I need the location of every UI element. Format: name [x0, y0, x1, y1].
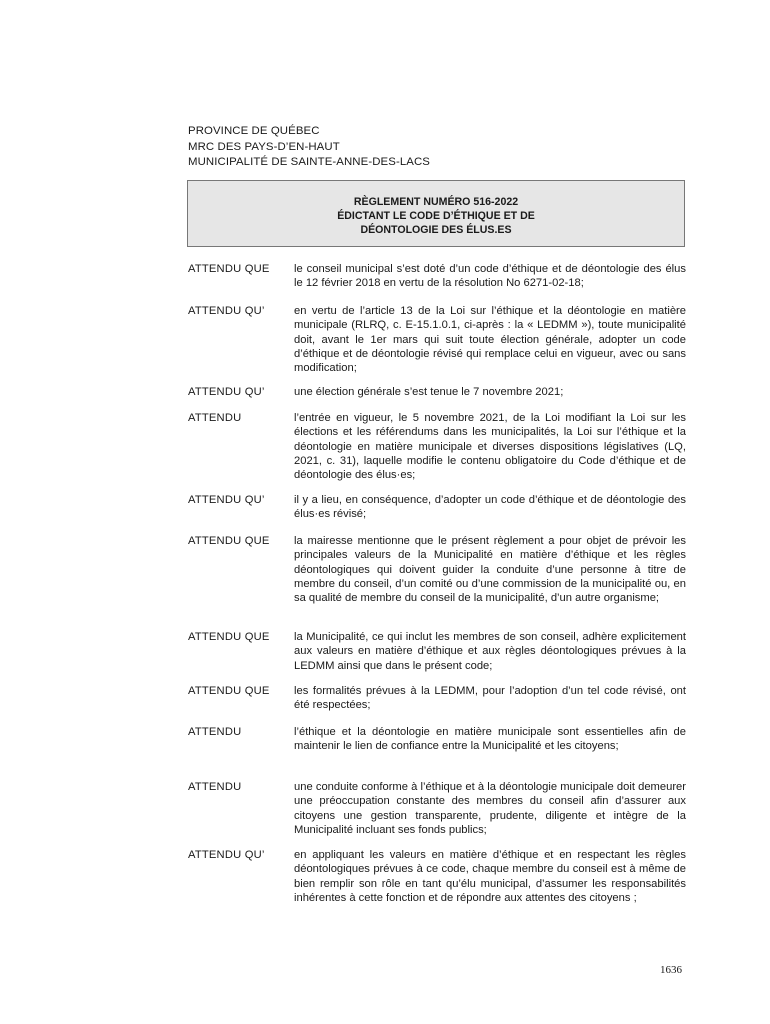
clause-label: ATTENDU QU’: [188, 386, 265, 398]
province-line: PROVINCE DE QUÉBEC: [188, 125, 320, 137]
clause-text: en vertu de l’article 13 de la Loi sur l’éthique et la déontologie en matière municipale (RLRQ, c. E-15.1.0.1, ci-après : la « LEDMM »), toute municipalité doit, avant le 1er mars qui suit toute élection générale, adopter un code d’éthique et de déontologie révisé qui remplace celui en vigueur, avec ou sans modification;: [294, 305, 686, 375]
clause-text: il y a lieu, en conséquence, d’adopter un code d’éthique et de déontologie des élus·es révisé;: [294, 494, 686, 521]
clause-label: ATTENDU: [188, 726, 242, 738]
clause-text: une conduite conforme à l’éthique et à la déontologie municipale doit demeurer une préoccupation constante des membres du conseil afin d’assurer aux citoyens une gestion transparente, prudente, diligente et intègre de la Municipalité incluant ses fonds publics;: [294, 781, 686, 836]
clause-text: l’éthique et la déontologie en matière municipale sont essentielles afin de maintenir le lien de confiance entre la Municipalité et les citoyens;: [294, 726, 686, 753]
bylaw-title-box: [187, 180, 685, 247]
clause-label: ATTENDU QUE: [188, 631, 270, 643]
document-header: [188, 124, 430, 171]
clause-label: ATTENDU QUE: [188, 535, 270, 547]
clause-text: le conseil municipal s’est doté d’un code d’éthique et de déontologie des élus le 12 février 2018 en vertu de la résolution No 6271-02-18;: [294, 263, 686, 290]
clause-label: ATTENDU: [188, 412, 242, 424]
clause-label: ATTENDU QU’: [188, 494, 265, 506]
clause-label: ATTENDU QUE: [188, 263, 270, 275]
clause-text: l’entrée en vigueur, le 5 novembre 2021, de la Loi modifiant la Loi sur les élections et les référendums dans les municipalités, la Loi sur l’éthique et la déontologie en matière municipale et diverses dispositions législatives (LQ, 2021, c. 31), laquelle modifie le contenu obligatoire du Code d’éthique et de déontologie des élus·es;: [294, 412, 686, 482]
mrc-line: MRC DES PAYS-D’EN-HAUT: [188, 140, 340, 153]
clause-label: ATTENDU QUE: [188, 685, 270, 697]
clause-text: une élection générale s’est tenue le 7 novembre 2021;: [294, 386, 564, 398]
page-number: 1636: [660, 964, 682, 976]
clause-label: ATTENDU QU’: [188, 849, 265, 861]
bylaw-number: RÈGLEMENT NUMÉRO 516-2022: [353, 196, 519, 208]
clause-label: ATTENDU: [188, 781, 242, 793]
clause-label: ATTENDU QU’: [188, 305, 265, 317]
clause-text: en appliquant les valeurs en matière d’éthique et en respectant les règles déontologiques prévues à ce code, chaque membre du conseil est à même de bien remplir son rôle en tant qu’élu municipal, d’assumer les responsabilités inhérentes à cette fonction et de répondre aux attentes des citoyens ;: [294, 849, 686, 904]
bylaw-title-line-1: ÉDICTANT LE CODE D’ÉTHIQUE ET DE: [337, 210, 535, 222]
bylaw-title-line-2: DÉONTOLOGIE DES ÉLUS.ES: [360, 224, 512, 236]
municipality-line: MUNICIPALITÉ DE SAINTE-ANNE-DES-LACS: [188, 156, 430, 168]
clause-text: les formalités prévues à la LEDMM, pour l’adoption d’un tel code révisé, ont été respectées;: [294, 685, 686, 712]
clause-text: la mairesse mentionne que le présent règlement a pour objet de prévoir les principales valeurs de la Municipalité en matière d’éthique et les règles déontologiques qui doivent guider la conduite d’une personne à titre de membre du conseil, d’un comité ou d’une commission de la municipalité ou, en sa qualité de membre du conseil de la municipalité, d’un autre organisme;: [294, 535, 686, 605]
clause-text: la Municipalité, ce qui inclut les membres de son conseil, adhère explicitement aux valeurs en matière d’éthique et aux règles déontologiques prévues à la LEDMM ainsi que dans le présent code;: [294, 631, 686, 672]
